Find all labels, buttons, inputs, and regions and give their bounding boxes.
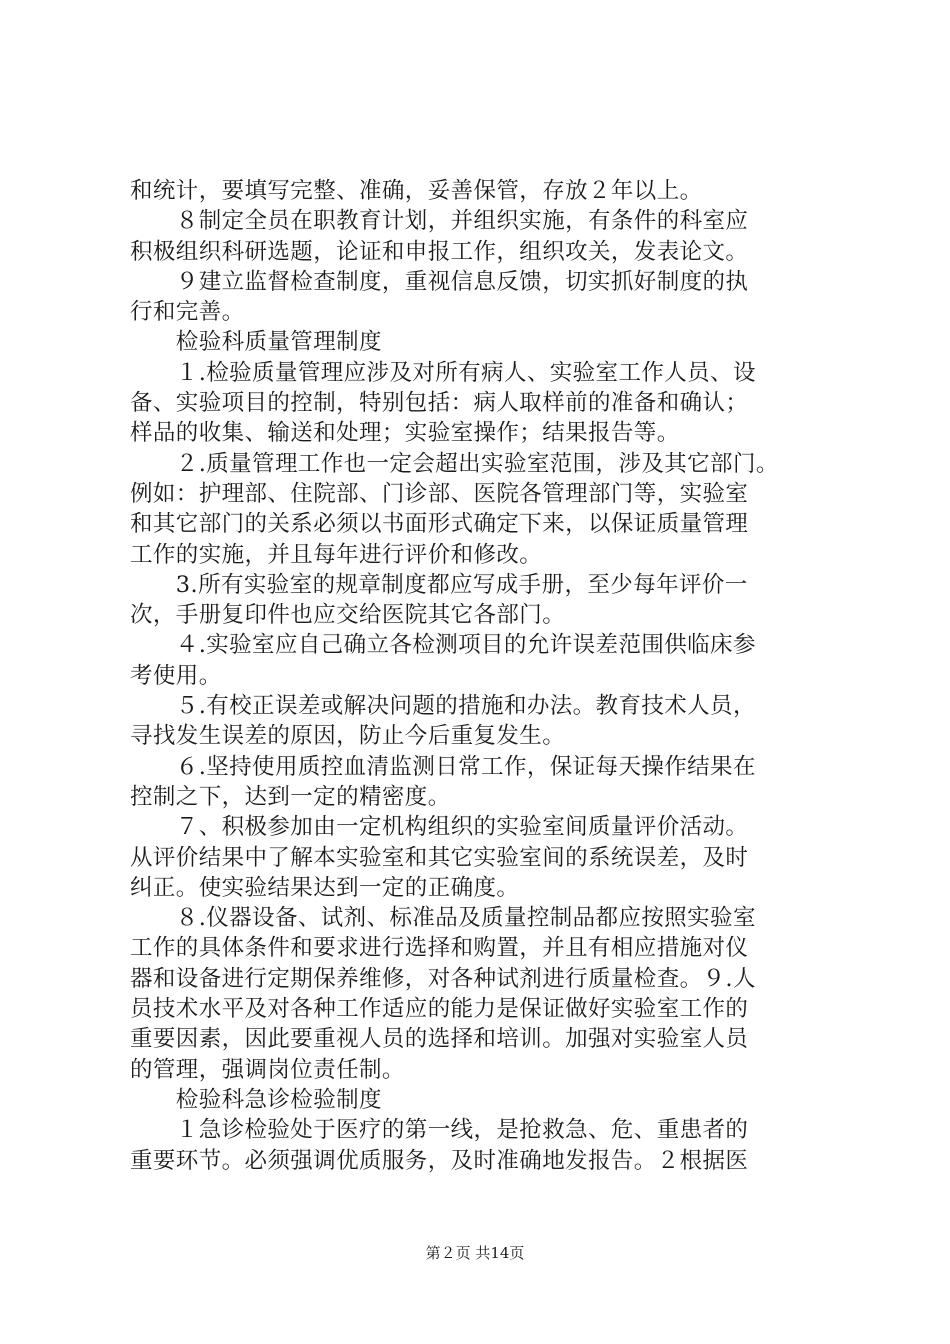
page-footer: 第２页 共14页 [425, 1244, 525, 1262]
text-line: 和统计，要填写完整、准确，妥善保管，存放２年以上。 [130, 178, 703, 204]
text-line: 器和设备进行定期保养维修，对各种试剂进行质量检查。９.人 [130, 965, 756, 992]
text-line: 工作的实施，并且每年进行评价和修改。 [130, 541, 543, 568]
text-line: 寻找发生误差的原因，防止今后重复发生。 [130, 723, 566, 750]
text-line: ２.质量管理工作也一定会超出实验室范围，涉及其它部门。 [130, 450, 779, 477]
text-line: 和其它部门的关系必须以书面形式确定下来，以保证质量管理 [130, 511, 749, 538]
text-line: 次，手册复印件也应交给医院其它各部门。 [130, 602, 566, 629]
text-line: 行和完善。 [130, 299, 245, 326]
text-line: １.检验质量管理应涉及对所有病人、实验室工作人员、设 [130, 359, 756, 386]
text-line: １急诊检验处于医疗的第一线，是抢救急、危、重患者的 [130, 1117, 749, 1144]
text-line: 的管理，强调岗位责任制。 [130, 1056, 405, 1083]
text-line: ８.仪器设备、试剂、标准品及质量控制品都应按照实验室 [130, 905, 756, 932]
text-line: 控制之下，达到一定的精密度。 [130, 783, 451, 810]
text-line: 检验科急诊检验制度 [130, 1086, 382, 1113]
text-line: ７、积极参加由一定机构组织的实验室间质量评价活动。 [130, 814, 749, 841]
text-line: 检验科质量管理制度 [130, 329, 382, 356]
text-line: 纠正。使实验结果达到一定的正确度。 [130, 874, 520, 901]
text-line: 样品的收集、输送和处理；实验室操作；结果报告等。 [130, 420, 680, 447]
document-body [130, 176, 830, 1176]
text-line: ６.坚持使用质控血清监测日常工作，保证每天操作结果在 [130, 753, 756, 780]
text-line: ４.实验室应自己确立各检测项目的允许误差范围供临床参 [130, 632, 756, 659]
text-line: ９建立监督检查制度，重视信息反馈，切实抓好制度的执 [130, 268, 749, 295]
text-line: 重要环节。必须强调优质服务，及时准确地发报告。２根据医 [130, 1147, 749, 1174]
text-line: 考使用。 [130, 662, 222, 689]
text-line: 重要因素，因此要重视人员的选择和培训。加强对实验室人员 [130, 1026, 749, 1053]
text-line: ８制定全员在职教育计划，并组织实施，有条件的科室应 [130, 208, 749, 235]
text-line: ５.有校正误差或解决问题的措施和办法。教育技术人员， [130, 693, 756, 720]
text-line: 工作的具体条件和要求进行选择和购置，并且有相应措施对仪 [130, 935, 749, 962]
text-line: 例如：护理部、住院部、门诊部、医院各管理部门等，实验室 [130, 480, 749, 507]
text-line: 备、实验项目的控制，特别包括：病人取样前的准备和确认； [130, 390, 749, 417]
text-line: 积极组织科研选题，论证和申报工作，组织攻关，发表论文。 [130, 238, 749, 265]
text-line: 员技术水平及对各种工作适应的能力是保证做好实验室工作的 [130, 996, 749, 1023]
text-line: 从评价结果中了解本实验室和其它实验室间的系统误差，及时 [130, 844, 749, 871]
text-line: 3.所有实验室的规章制度都应写成手册，至少每年评价一 [130, 571, 748, 598]
